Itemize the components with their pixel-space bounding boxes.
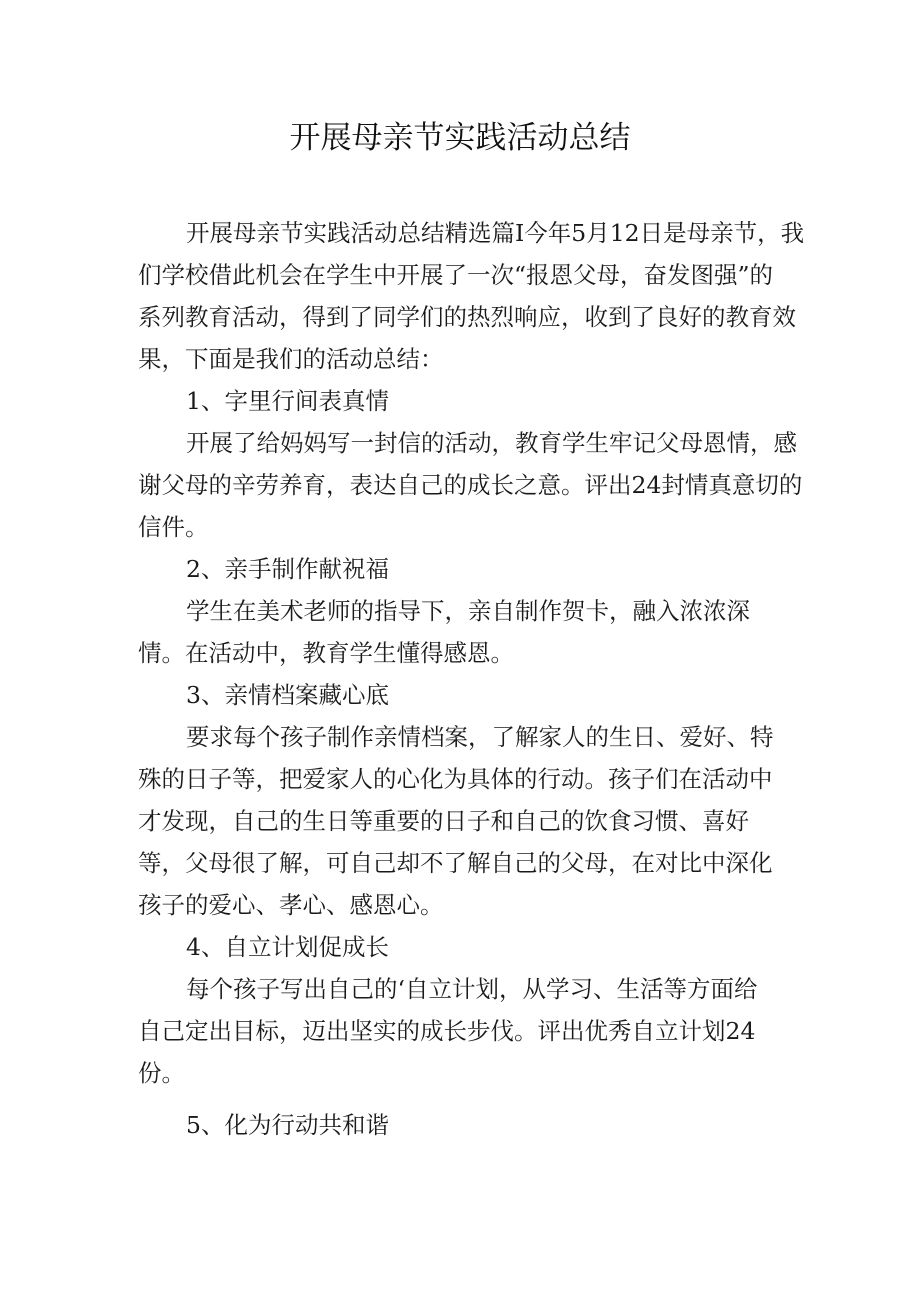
paragraph-line: 谢父母的辛劳养育，表达自己的成长之意。评出24封情真意切的 — [138, 471, 803, 499]
paragraph-line: 自己定出目标，迈出坚实的成长步伐。评出优秀自立计划24 — [138, 1017, 756, 1045]
paragraph-line: 等，父母很了解，可自己却不了解自己的父母，在对比中深化 — [138, 849, 773, 877]
paragraph-line: 殊的日子等，把爱家人的心化为具体的行动。孩子们在活动中 — [138, 765, 773, 793]
paragraph-line: 系列教育活动，得到了同学们的热烈响应，收到了良好的教育效 — [138, 303, 796, 331]
paragraph-line: 每个孩子写出自己的‘自立计划，从学习、生活等方面给 — [186, 975, 758, 1003]
section-heading-5: 5、化为行动共和谐 — [186, 1111, 389, 1139]
paragraph-line: 要求每个孩子制作亲情档案，了解家人的生日、爱好、特 — [186, 723, 774, 751]
paragraph-line: 才发现，自己的生日等重要的日子和自己的饮食习惯、喜好 — [138, 807, 749, 835]
section-heading-1: 1、字里行间表真情 — [186, 387, 389, 415]
document-title: 开展母亲节实践活动总结 — [289, 120, 631, 156]
paragraph-line: 孩子的爱心、孝心、感恩心。 — [138, 891, 444, 919]
paragraph-line: 开展母亲节实践活动总结精选篇I今年5月12日是母亲节，我 — [186, 219, 805, 247]
paragraph-line: 们学校借此机会在学生中开展了一次“报恩父母，奋发图强”的 — [138, 261, 774, 289]
paragraph-line: 份。 — [138, 1059, 185, 1087]
paragraph-line: 果，下面是我们的活动总结： — [138, 345, 444, 373]
paragraph-line: 情。在活动中，教育学生懂得感恩。 — [138, 639, 514, 667]
paragraph-line: 信件。 — [138, 513, 209, 541]
section-heading-3: 3、亲情档案藏心底 — [186, 681, 389, 709]
paragraph-line: 学生在美术老师的指导下，亲自制作贺卡，融入浓浓深 — [186, 597, 750, 625]
section-heading-2: 2、亲手制作献祝福 — [186, 555, 389, 583]
paragraph-line: 开展了给妈妈写一封信的活动，教育学生牢记父母恩情，感 — [186, 429, 797, 457]
document-body — [138, 212, 805, 1146]
section-heading-4: 4、自立计划促成长 — [186, 933, 389, 961]
